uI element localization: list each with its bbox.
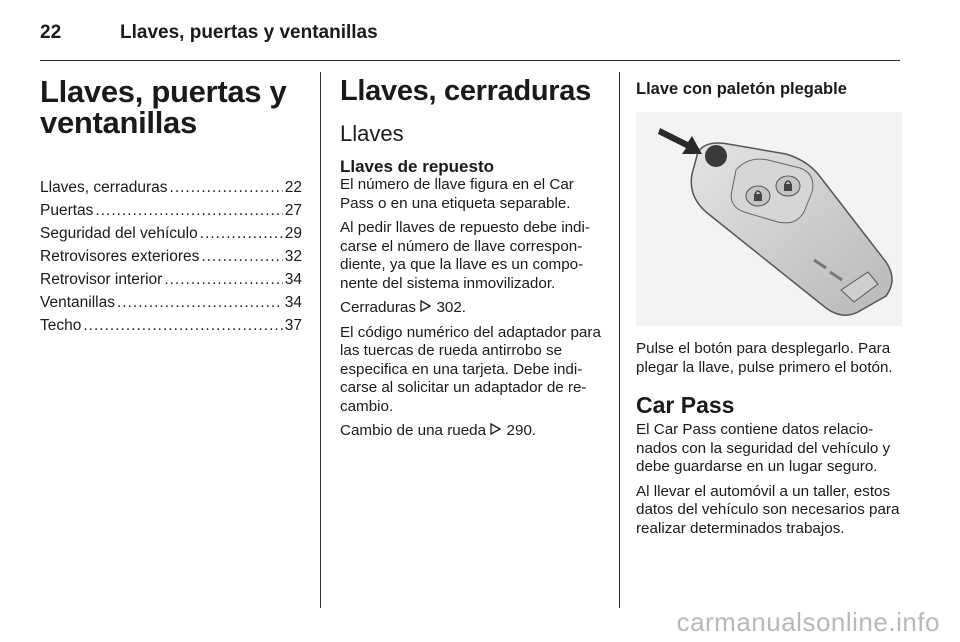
toc-leader	[83, 314, 282, 337]
toc-page: 32	[284, 248, 302, 265]
car-pass-paragraph-2: Al llevar el automóvil a un taller, estos datos del vehículo son necesarios para realizar determinados trabajos.	[636, 482, 900, 537]
folding-key-illustration	[636, 112, 902, 326]
figure-column	[636, 74, 902, 544]
page-reference-arrow-icon	[420, 299, 432, 318]
toc-leader	[170, 176, 283, 199]
paragraph-spare-keys: Al pedir llaves de repuesto debe indi-carse el número de llave correspon-diente, ya que la llave es un compo-nente del sistema inmovilizador.	[340, 219, 590, 292]
car-pass-paragraph-1: El Car Pass contiene datos relacio-nados con la seguridad del vehículo y debe guardarse en un lugar seguro.	[636, 421, 891, 475]
toc-label: Techo	[40, 317, 82, 334]
spare-keys-heading: Llaves de repuesto	[340, 157, 495, 176]
watermark: carmanualsonline.info	[676, 607, 940, 637]
paragraph-locks-ref	[340, 299, 602, 318]
reference-page[interactable]: 302.	[436, 299, 466, 316]
toc-label: Retrovisor interior	[40, 271, 163, 288]
toc-label: Llaves, cerraduras	[40, 179, 168, 196]
toc-entry[interactable]	[40, 245, 302, 268]
paragraph-key-number: El número de llave figura en el Car Pass o en una etiqueta separable.	[340, 176, 574, 212]
paragraph-adapter: El código numérico del adaptador para las tuercas de rueda antirrobo se especifica en una tarjeta. Debe indi-carse al solicitar un adaptador de re-cambio.	[340, 323, 601, 415]
car-pass-title: Car Pass	[636, 392, 735, 418]
keys-column	[340, 74, 602, 447]
toc-label: Retrovisores exteriores	[40, 248, 200, 265]
toc-label: Puertas	[40, 202, 94, 219]
toc-page: 27	[284, 202, 302, 219]
column-divider-1	[320, 72, 321, 608]
toc-leader	[201, 245, 282, 268]
table-of-contents	[40, 176, 302, 337]
toc-leader	[95, 199, 282, 222]
toc-entry[interactable]	[40, 268, 302, 291]
reference-text: Cerraduras	[340, 299, 416, 316]
toc-entry[interactable]	[40, 222, 302, 245]
subsection-title: Llaves	[340, 121, 404, 146]
toc-entry[interactable]	[40, 291, 302, 314]
header-rule	[40, 60, 900, 61]
toc-leader	[164, 268, 282, 291]
chapter-column	[40, 74, 302, 337]
figure-caption: Pulse el botón para desplegarlo. Para plegar la llave, pulse primero el botón.	[636, 340, 893, 376]
toc-page: 29	[284, 225, 302, 242]
paragraph-wheel-change-ref	[340, 422, 602, 441]
toc-page: 22	[284, 179, 302, 196]
page-header	[40, 18, 378, 48]
toc-entry[interactable]	[40, 199, 302, 222]
toc-page: 34	[284, 294, 302, 311]
page-number: 22	[40, 22, 62, 43]
section-title: Llaves, cerraduras	[340, 75, 591, 107]
toc-page: 37	[284, 317, 302, 334]
toc-entry[interactable]	[40, 176, 302, 199]
toc-label: Ventanillas	[40, 294, 115, 311]
figure-title: Llave con paletón plegable	[636, 80, 847, 98]
running-title: Llaves, puertas y ventanillas	[120, 22, 378, 43]
toc-page: 34	[284, 271, 302, 288]
toc-entry[interactable]	[40, 314, 302, 337]
toc-leader	[200, 222, 283, 245]
toc-leader	[117, 291, 283, 314]
page-reference-arrow-icon	[490, 422, 502, 441]
column-divider-2	[619, 72, 620, 608]
reference-text: Cambio de una rueda	[340, 422, 487, 439]
reference-page[interactable]: 290.	[506, 422, 537, 439]
chapter-title: Llaves, puertas y ventanillas	[40, 74, 287, 140]
toc-label: Seguridad del vehículo	[40, 225, 198, 242]
